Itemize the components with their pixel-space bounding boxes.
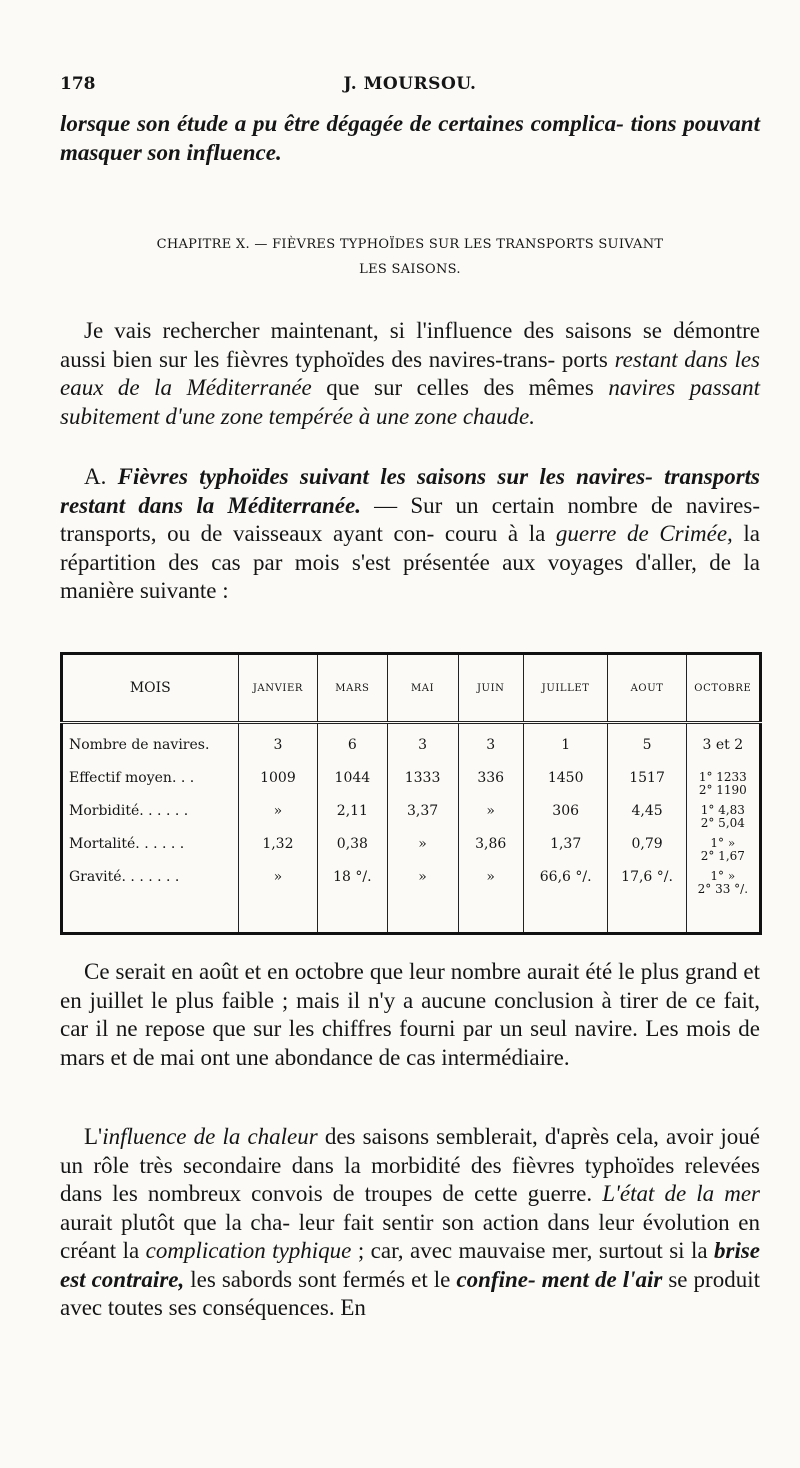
p1-text-a: Je vais rechercher maintenant, si l'influence des saisons se démontre aussi bien sur les fièvres typhoïdes des navires-trans- ports xyxy=(60,318,760,372)
table-cell: 1517 xyxy=(608,771,686,804)
header-juillet: JUILLET xyxy=(523,654,608,723)
table-cell: 306 xyxy=(523,804,608,837)
table-cell: 18 °/. xyxy=(318,870,387,933)
paragraph-2 xyxy=(60,463,760,606)
table-cell: » xyxy=(387,870,458,933)
p3-text: Ce serait en août et en octobre que leur nombre aurait été le plus grand et en juillet le plus faible ; mais il n'y a aucune conclusion à tirer de ce fait, car il ne repose que sur les chiffres fourni par un seul navire. Les mois de mars et de mai ont une abondance de cas intermédiaire. xyxy=(60,959,760,1070)
p4-italic-b: influence de la chaleur xyxy=(102,1124,318,1149)
typhoid-cases-table xyxy=(60,652,762,935)
p4-bold-italic-h: brise est contraire, xyxy=(60,1238,760,1292)
row-label: Nombre de navires. xyxy=(62,738,239,771)
table-cell: 3 xyxy=(238,738,318,771)
table-cell: 6 xyxy=(318,738,387,771)
table-body xyxy=(62,723,761,934)
p4-text-e: aurait plutôt que la cha- leur fait sentir son action dans leur évolution en créant la xyxy=(60,1209,760,1263)
table-cell: 0,38 xyxy=(318,837,387,870)
p2-text-e: la répartition des cas par mois s'est présentée aux voyages d'aller, de la manière suivante : xyxy=(60,521,760,603)
table-cell: 336 xyxy=(458,771,523,804)
table-cell: 1,32 xyxy=(238,837,318,870)
table-cell: 5 xyxy=(608,738,686,771)
braced-line: 2° 1190 xyxy=(698,783,747,798)
header-octobre: OCTOBRE xyxy=(686,654,760,723)
chapter-heading-line2: LES SAISONS. xyxy=(359,262,461,277)
table-cell: » xyxy=(238,804,318,837)
p1-italic-b: restant dans les eaux de la Méditerranée xyxy=(60,346,760,400)
table-cell: » xyxy=(238,870,318,933)
braced-value xyxy=(701,837,745,863)
table-cell: » xyxy=(458,870,523,933)
p4-text-a: L' xyxy=(84,1124,103,1149)
row-label: Morbidité. . . . . . xyxy=(62,804,239,837)
table-header-row xyxy=(62,654,761,723)
table-cell: 1009 xyxy=(238,771,318,804)
chapter-heading-line1: CHAPITRE X. — FIÈVRES TYPHOÏDES SUR LES TRANSPORTS SUIVANT xyxy=(156,237,664,252)
page-number: 178 xyxy=(60,74,96,94)
table-cell: 1333 xyxy=(387,771,458,804)
table-cell: 3 xyxy=(458,738,523,771)
row-label: Effectif moyen. . . xyxy=(62,771,239,804)
p2-section-title: Fièvres typhoïdes suivant les saisons sur les navires- transports restant dans la Méditerranée. xyxy=(60,464,760,518)
row-label: Mortalité. . . . . . xyxy=(62,837,239,870)
p4-text-g: ; car, avec mauvaise mer, surtout si la xyxy=(351,1238,714,1263)
running-head xyxy=(60,74,760,104)
braced-line: 1° » xyxy=(710,836,736,851)
header-mai: MAI xyxy=(387,654,458,723)
table-cell: 3 et 2 xyxy=(702,737,744,754)
braced-line: 2° 5,04 xyxy=(700,816,745,831)
table-cell: 3,86 xyxy=(458,837,523,870)
p4-text-i: les sabords sont fermés et le xyxy=(184,1266,457,1292)
table-row xyxy=(62,804,761,837)
table-cell: 1450 xyxy=(523,771,608,804)
table-cell: 3,37 xyxy=(387,804,458,837)
running-head-author: J. MOURSOU. xyxy=(343,74,477,94)
braced-line: 1° » xyxy=(710,869,736,884)
table-cell: 1,37 xyxy=(523,837,608,870)
braced-value xyxy=(698,870,748,896)
header-mars: MARS xyxy=(318,654,387,723)
table-cell: 66,6 °/. xyxy=(523,870,608,933)
p4-italic-d: L'état de la mer xyxy=(602,1181,760,1206)
table-cell: » xyxy=(387,837,458,870)
header-juin: JUIN xyxy=(458,654,523,723)
p1-text-c: que sur celles des mêmes xyxy=(311,375,609,400)
table-row xyxy=(62,738,761,771)
braced-line: 2° 1,67 xyxy=(700,849,745,864)
p4-italic-f: complication typhique xyxy=(145,1238,352,1263)
p2-text-a: A. xyxy=(84,464,118,489)
table-cell: 17,6 °/. xyxy=(608,870,686,933)
chapter-heading xyxy=(60,232,760,282)
table-cell: 0,79 xyxy=(608,837,686,870)
table-cell xyxy=(686,804,760,837)
p4-text-c: des saisons semblerait, d'après cela, avoir joué un rôle très secondaire dans la morbidité des fièvres typhoïdes relevées dans les nombreux convois de troupes de cette guerre. xyxy=(60,1124,760,1206)
table-cell xyxy=(686,870,760,933)
braced-line: 1° 4,83 xyxy=(700,803,745,818)
braced-value xyxy=(699,771,747,797)
table-cell: » xyxy=(458,804,523,837)
table-cell: 1 xyxy=(523,738,608,771)
paragraph-3 xyxy=(60,958,760,1072)
table-cell: 4,45 xyxy=(608,804,686,837)
braced-line: 2° 33 °/. xyxy=(697,882,749,897)
p1-italic-d: navires passant subitement d'une zone tempérée à une zone chaude. xyxy=(60,375,760,429)
table-row xyxy=(62,870,761,933)
header-mois: MOIS xyxy=(62,654,239,723)
header-aout: AOUT xyxy=(608,654,686,723)
table-cell: 3 xyxy=(387,738,458,771)
p2-italic-d: guerre de Crimée, xyxy=(555,521,733,546)
table-cell: 1044 xyxy=(318,771,387,804)
row-label: Gravité. . . . . . . xyxy=(62,870,239,933)
braced-value xyxy=(701,804,745,830)
table-cell: 2,11 xyxy=(318,804,387,837)
table-row xyxy=(62,771,761,804)
continuation-paragraph: lorsque son étude a pu être dégagée de certaines complica- tions pouvant masquer son influence. xyxy=(60,111,760,165)
paragraph-4 xyxy=(60,1123,760,1323)
braced-line: 1° 1233 xyxy=(698,770,747,785)
table-cell xyxy=(686,837,760,870)
p4-bold-italic-j: confine- ment de l'air xyxy=(456,1266,663,1292)
p2-text-c: — Sur un certain nombre de navires-transports, ou de vaisseaux ayant con- couru à la xyxy=(60,492,761,546)
header-janvier: JANVIER xyxy=(238,654,318,723)
paragraph-1 xyxy=(60,317,760,431)
table-cell xyxy=(686,771,760,804)
table-row xyxy=(62,837,761,870)
p4-text-k: se produit avec toutes ses conséquences. En xyxy=(60,1266,760,1320)
